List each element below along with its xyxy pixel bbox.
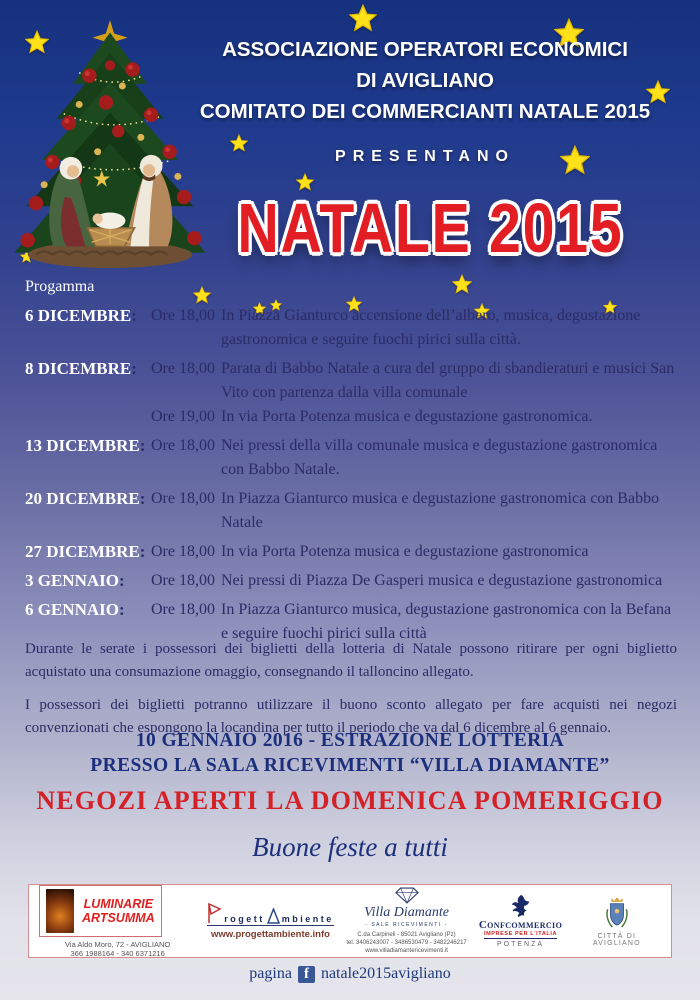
luminarie-logo-box [39,885,162,937]
program-event [25,357,677,429]
program-event [25,434,677,482]
progett-text-right: mbiente [281,913,334,924]
villa-diamante-address: C.da Carpineli - 85021 Avigliano (Pz) [357,932,456,938]
facebook-page-name: natale2015avigliano [320,965,451,982]
event-description: In Piazza Gianturco musica e degustazione gastronomica con Babbo Natale [221,490,660,531]
event-time: Ore 18,00 [151,307,215,324]
shops-open-banner: NEGOZI APERTI LA DOMENICA POMERIGGIO [36,786,664,815]
citta-avigliano-label: CITTÀ DI AVIGLIANO [592,932,641,947]
greeting-text: Buone feste a tutti [252,832,448,862]
event-description: Nei pressi della villa comunale musica e degustazione gastronomica con Babbo Natale. [221,437,658,478]
event-time: Ore 18,00 [151,601,215,618]
header-line-3: COMITATO DEI COMMERCIANTI NATALE 2015 [199,100,651,123]
coat-of-arms-icon [604,896,630,930]
program-event [25,569,677,593]
sponsor-villa-diamante [345,887,469,955]
header-line-2: DI AVIGLIANO [356,69,494,92]
event-description: In via Porta Potenza musica e degustazione gastronomica [221,543,589,560]
event-time: Ore 18,00 [151,437,215,454]
luminarie-phones: 366 1988164 - 340 6371216 [70,948,165,958]
ambiente-a-icon [267,908,280,924]
event-time: Ore 18,00 [151,490,215,507]
confcommercio-name: Confcommercio [478,919,563,931]
luminarie-name-line2: ARTSUMMA [82,910,155,925]
event-date: 13 DICEMBRE : [25,434,151,482]
presents-label: PRESENTANO [335,148,515,165]
header-line-1: ASSOCIAZIONE OPERATORI ECONOMICI [222,38,628,61]
progett-p-icon [207,903,222,924]
sponsor-luminarie [39,885,196,958]
program-event [25,487,677,535]
progettambiente-logo [207,903,334,926]
program-list [25,304,677,651]
event-date: 6 GENNAIO : [25,598,151,646]
sponsor-progettambiente [196,903,344,940]
event-description: Nei pressi di Piazza De Gasperi musica e degustazione gastronomica [221,572,663,589]
facebook-page-row [0,965,700,983]
star-icon [193,286,211,304]
event-description: In Piazza Gianturco musica, degustazione gastronomica con la Befana e seguire fuochi pirici sulla città [221,601,672,642]
facebook-page-label: pagina [249,965,292,982]
luminarie-photo [46,889,74,933]
villa-diamante-name: Villa Diamante [364,905,449,920]
luminarie-name-line1: LUMINARIE [83,896,154,911]
note-paragraph: I possessori dei biglietti potranno utilizzare il buono sconto allegato per fare acquisti nei negozi convenzionati che espongono la locandina per tutto il periodo che va dal 6 dicembre al 6 gennaio. [25,697,677,736]
event-time: Ore 18,00 [151,543,215,560]
program-label: Progamma [25,278,95,295]
progettambiente-website: www.progettambiente.info [211,928,330,940]
confcommercio-city: POTENZA [496,941,545,948]
event-description: Parata di Babbo Natale a cura del gruppo di sbandieraturi e musici San Vito con partenza dalla villa comunale [221,360,675,401]
lottery-line-2: PRESSO LA SALA RICEVIMENTI “VILLA DIAMANTE” [90,755,610,776]
program-event [25,540,677,564]
event-time: Ore 18,00 [151,572,215,589]
villa-diamante-subtitle: - SALE RICEVIMENTI - [365,922,448,928]
event-date: 20 DICEMBRE : [25,487,151,535]
facebook-icon: f [298,966,315,983]
confcommercio-subtitle: IMPRESE PER L'ITALIA [483,931,558,937]
event-time: Ore 18,00 [151,360,215,377]
villa-diamante-phones: tel. 3406243007 - 3486530479 - 3482246217 [346,940,467,946]
event-description: In Piazza Gianturco accensione dell’albero, musica, degustazione gastronomica e seguire fuochi pirici sulla città. [221,307,641,348]
event-time: Ore 19,00 [151,408,215,425]
event-date: 27 DICEMBRE : [25,540,151,564]
star-icon [349,4,377,32]
lottery-announcement [0,728,700,778]
event-date: 8 DICEMBRE : [25,357,151,429]
sponsor-strip [28,884,672,958]
program-event [25,304,677,352]
event-description: In via Porta Potenza musica e degustazione gastronomica. [221,408,593,425]
luminarie-address: Via Aldo Moro, 72 - AVIGLIANO [65,939,171,949]
event-date: 6 DICEMBRE : [25,304,151,352]
poster-title: NATALE 2015 [237,189,623,267]
villa-diamante-website: www.villadiamantericevimenti.it [365,948,448,954]
diamond-icon [395,887,419,904]
star-icon [452,274,472,294]
sponsor-citta-avigliano [573,896,661,947]
event-date: 3 GENNAIO : [25,569,151,593]
association-header [165,34,685,127]
lottery-line-1: 10 GENNAIO 2016 - ESTRAZIONE LOTTERIA [135,730,565,751]
poster-title-wrap [180,188,680,268]
progett-text-left: rogett [224,913,265,924]
note-paragraph: Durante le serate i possessori dei biglietti della lotteria di Natale possono ritirare per ogni biglietto acquistato una consumazione omaggio, consegnando il talloncino allegato. [25,641,677,680]
eagle-icon [508,894,534,918]
sponsor-confcommercio [468,894,572,948]
